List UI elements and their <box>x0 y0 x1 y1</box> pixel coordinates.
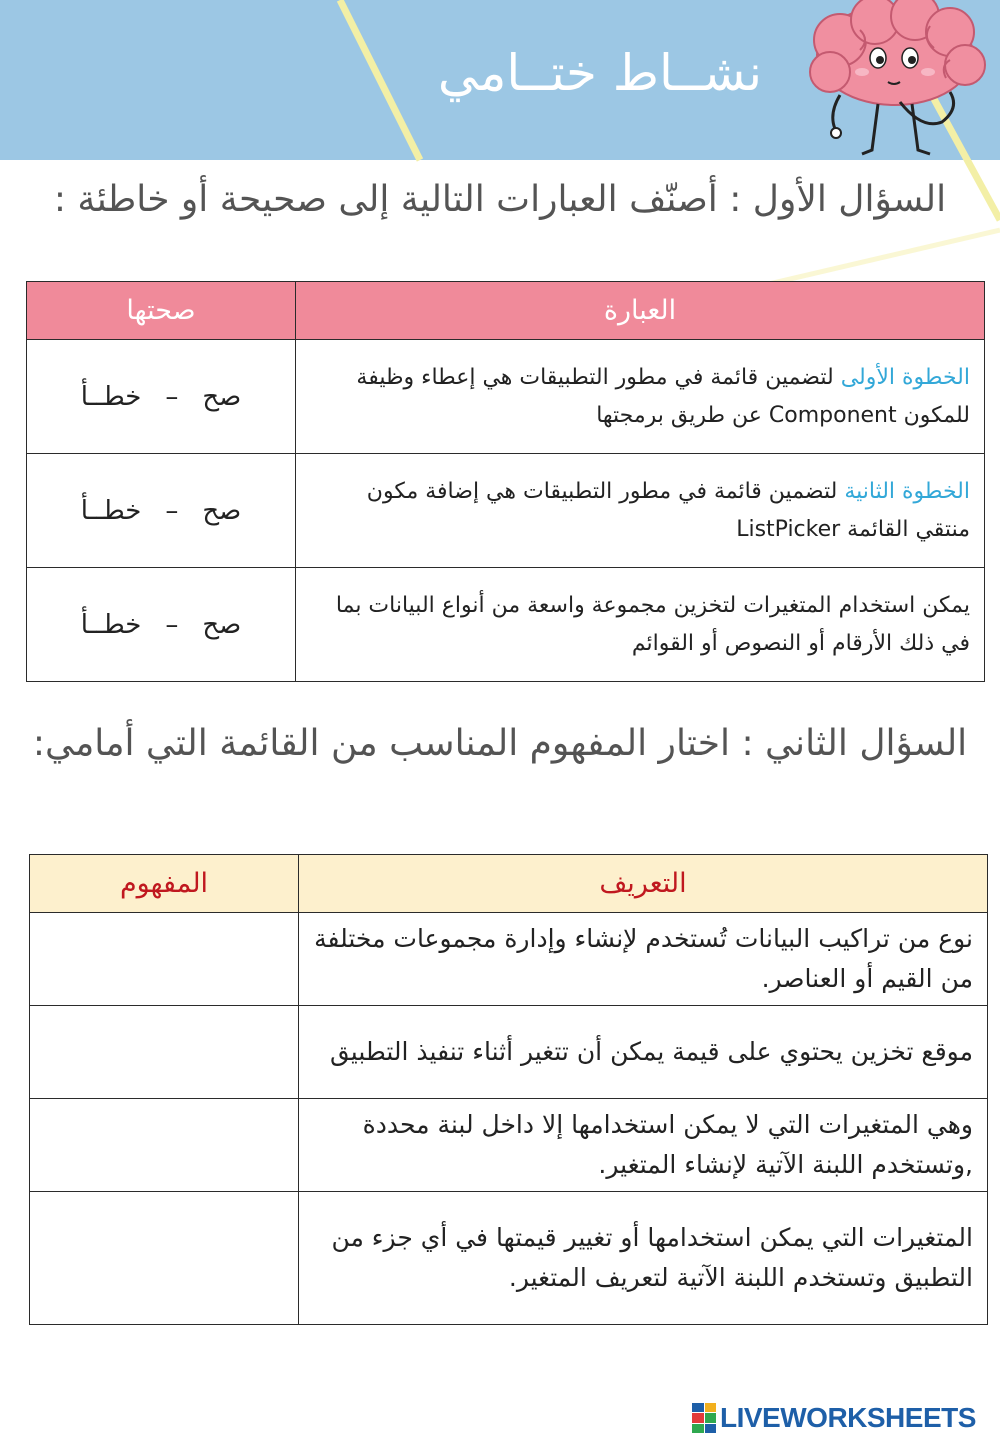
answer-column-header: صحتها <box>27 282 296 340</box>
statement-text: يمكن استخدام المتغيرات لتخزين مجموعة واسعة من أنواع البيانات بما في ذلك الأرقام أو النصوص أو القوائم <box>335 592 970 656</box>
statement-cell <box>296 568 985 682</box>
concept-drop-zone[interactable] <box>30 913 299 1006</box>
statement-cell <box>296 454 985 568</box>
brain-mascot-icon <box>800 0 1000 165</box>
concept-drop-zone[interactable] <box>30 1006 299 1099</box>
matching-table <box>29 854 988 1325</box>
option-separator: – <box>165 609 179 640</box>
statement-text: لتضمين قائمة في مطور التطبيقات هي إعطاء وظيفة للمكون Component عن طريق برمجتها <box>356 364 970 428</box>
concept-drop-zone[interactable] <box>30 1192 299 1325</box>
false-option[interactable]: خطــأ <box>80 609 142 640</box>
definition-cell: وهي المتغيرات التي لا يمكن استخدامها إلا داخل لبنة محددة ,وتستخدم اللبنة الآتية لإنشاء المتغير. <box>299 1099 988 1192</box>
definition-column-header: التعريف <box>299 855 988 913</box>
concept-column-header: المفهوم <box>30 855 299 913</box>
brand-name: LIVEWORKSHEETS <box>720 1402 976 1433</box>
question-1-heading: السؤال الأول : أصنّف العبارات التالية إلى صحيحة أو خاطئة : <box>53 179 947 220</box>
statement-highlight: الخطوة الثانية <box>844 478 970 504</box>
table-row <box>30 913 988 1006</box>
table-row <box>30 1006 988 1099</box>
option-separator: – <box>165 381 179 412</box>
table-header-row <box>30 855 988 913</box>
table-row <box>30 1192 988 1325</box>
liveworksheets-logo-icon <box>692 1403 716 1433</box>
statement-cell <box>296 340 985 454</box>
true-option[interactable]: صح <box>202 495 242 526</box>
definition-cell: المتغيرات التي يمكن استخدامها أو تغيير قيمتها في أي جزء من التطبيق وتستخدم اللبنة الآتية لتعريف المتغير. <box>299 1192 988 1325</box>
option-separator: – <box>165 495 179 526</box>
table-row <box>27 568 985 682</box>
definition-cell: نوع من تراكيب البيانات تُستخدم لإنشاء وإدارة مجموعات مختلفة من القيم أو العناصر. <box>299 913 988 1006</box>
true-false-table <box>26 281 985 682</box>
answer-cell <box>27 454 296 568</box>
true-option[interactable]: صح <box>202 609 242 640</box>
true-option[interactable]: صح <box>202 381 242 412</box>
false-option[interactable]: خطــأ <box>80 495 142 526</box>
statement-text: لتضمين قائمة في مطور التطبيقات هي إضافة مكون منتقي القائمة ListPicker <box>366 478 970 542</box>
table-row <box>30 1099 988 1192</box>
table-row <box>27 454 985 568</box>
statement-highlight: الخطوة الأولى <box>840 364 970 390</box>
liveworksheets-brand <box>692 1402 976 1434</box>
concept-drop-zone[interactable] <box>30 1099 299 1192</box>
table-row <box>27 340 985 454</box>
answer-cell <box>27 568 296 682</box>
false-option[interactable]: خطــأ <box>80 381 142 412</box>
table-header-row <box>27 282 985 340</box>
statement-column-header: العبارة <box>296 282 985 340</box>
page-title: نشــاط ختــامي <box>437 44 763 102</box>
answer-cell <box>27 340 296 454</box>
definition-cell: موقع تخزين يحتوي على قيمة يمكن أن تتغير أثناء تنفيذ التطبيق <box>299 1006 988 1099</box>
question-2-heading: السؤال الثاني : اختار المفهوم المناسب من القائمة التي أمامي: <box>32 723 968 764</box>
